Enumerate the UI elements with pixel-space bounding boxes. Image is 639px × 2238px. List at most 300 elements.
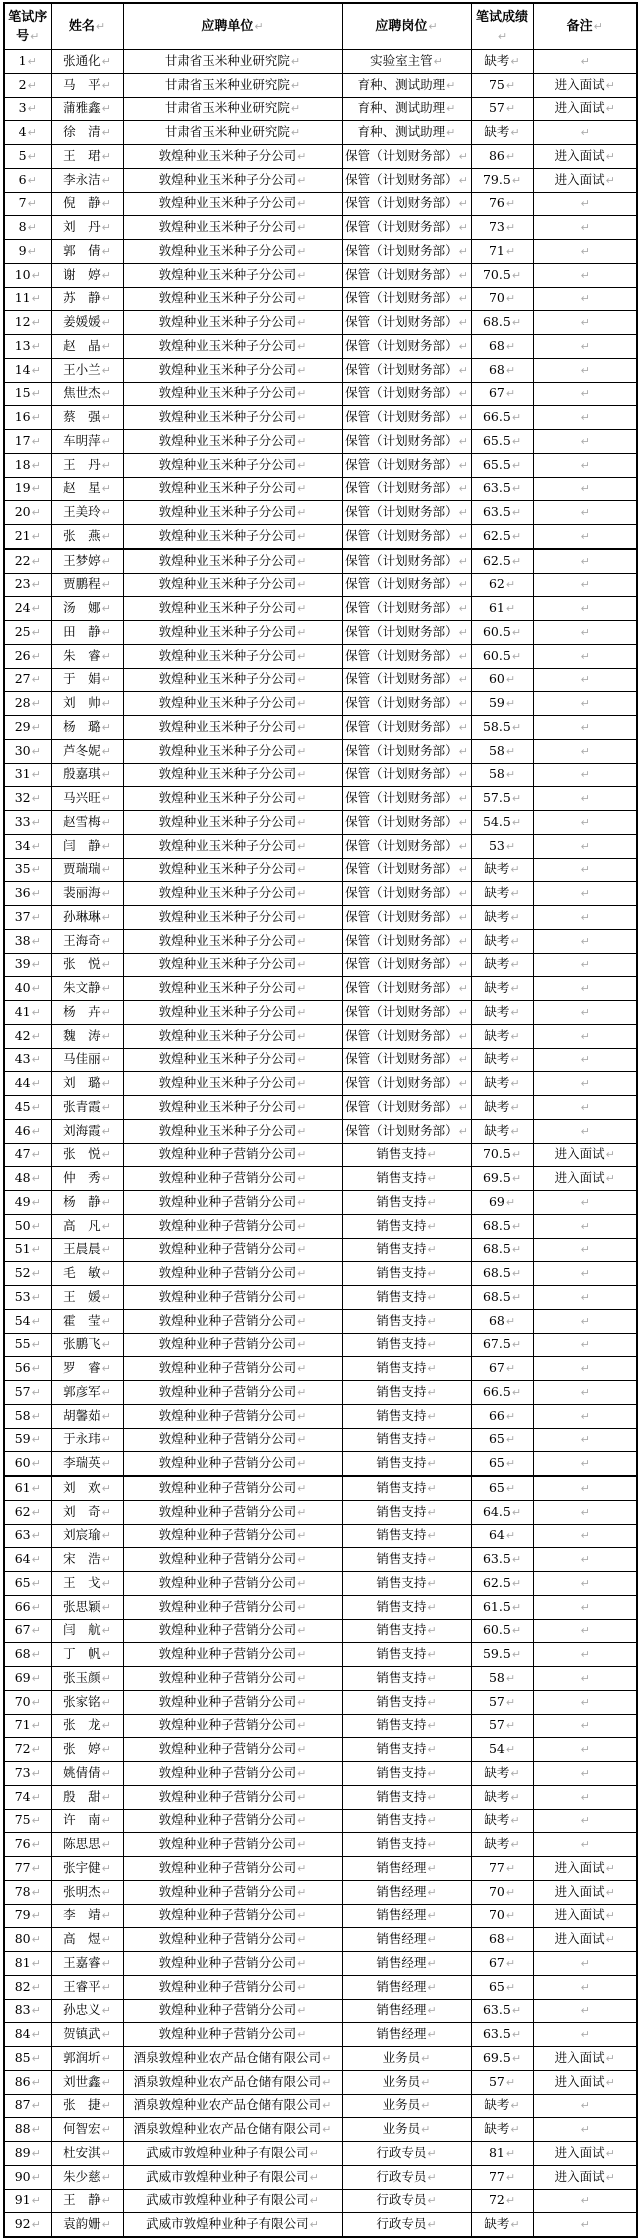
- cell-exam-no-text: 15: [14, 385, 31, 401]
- end-of-cell-mark: ↵: [511, 649, 522, 663]
- end-of-cell-mark: ↵: [580, 1005, 590, 1019]
- cell-score-text: 缺考: [484, 1098, 510, 1114]
- end-of-cell-mark: ↵: [427, 1195, 437, 1209]
- cell-score-text: 69: [488, 1193, 505, 1209]
- end-of-cell-mark: ↵: [510, 1790, 520, 1804]
- end-of-cell-mark: ↵: [31, 2146, 41, 2160]
- cell-name: [51, 621, 123, 645]
- cell-unit-text: 敦煌种业种子营销分公司: [158, 1312, 297, 1328]
- cell-name: [51, 2023, 123, 2047]
- cell-exam-no: [4, 1024, 51, 1048]
- end-of-cell-mark: ↵: [101, 173, 111, 187]
- cell-score: [471, 1975, 533, 1999]
- end-of-cell-mark: ↵: [580, 934, 590, 948]
- cell-remark: [533, 525, 637, 549]
- end-of-cell-mark: ↵: [580, 2004, 590, 2018]
- cell-unit: [123, 1452, 342, 1476]
- end-of-cell-mark: ↵: [446, 126, 456, 140]
- cell-exam-no-text: 23: [14, 576, 31, 592]
- cell-position: [342, 97, 471, 121]
- cell-unit: [123, 430, 342, 454]
- end-of-cell-mark: ↵: [458, 1077, 468, 1091]
- end-of-cell-mark: ↵: [458, 649, 468, 663]
- end-of-cell-mark: ↵: [511, 792, 522, 806]
- cell-remark: [533, 2047, 637, 2071]
- cell-exam-no: [4, 739, 51, 763]
- cell-unit: [123, 382, 342, 406]
- header-position-label: 应聘岗位: [375, 19, 428, 34]
- cell-position: [342, 1667, 471, 1691]
- end-of-cell-mark: ↵: [101, 149, 111, 163]
- cell-exam-no: [4, 1619, 51, 1643]
- end-of-cell-mark: ↵: [31, 1505, 41, 1519]
- cell-remark: [533, 763, 637, 787]
- cell-name: [51, 1880, 123, 1904]
- table-row: [4, 882, 637, 906]
- end-of-cell-mark: ↵: [511, 1553, 522, 1567]
- cell-exam-no-text: 71: [14, 1717, 31, 1733]
- cell-score-text: 68: [488, 1931, 505, 1947]
- end-of-cell-mark: ↵: [31, 2075, 41, 2089]
- end-of-cell-mark: ↵: [31, 792, 41, 806]
- cell-remark: [533, 597, 637, 621]
- cell-name-text: 毛 敏: [63, 1265, 101, 1281]
- cell-remark: [533, 549, 637, 573]
- cell-unit: [123, 453, 342, 477]
- cell-unit: [123, 501, 342, 525]
- cell-unit: [123, 1714, 342, 1738]
- cell-unit: [123, 2070, 342, 2094]
- cell-position-text: 实验室主管: [370, 52, 433, 68]
- cell-unit: [123, 2213, 342, 2237]
- cell-position: [342, 1476, 471, 1500]
- end-of-cell-mark: ↵: [297, 1385, 307, 1399]
- cell-name-text: 王 珺: [63, 147, 101, 163]
- end-of-cell-mark: ↵: [31, 1838, 41, 1852]
- cell-unit-text: 敦煌种业玉米种子分公司: [158, 861, 297, 877]
- cell-name: [51, 692, 123, 716]
- cell-score-text: 61: [488, 600, 505, 616]
- cell-name-text: 蔡 强: [63, 409, 101, 425]
- end-of-cell-mark: ↵: [511, 1505, 522, 1519]
- table-row: [4, 1809, 637, 1833]
- cell-score: [471, 263, 533, 287]
- end-of-cell-mark: ↵: [580, 1338, 590, 1352]
- cell-position: [342, 1690, 471, 1714]
- cell-position: [342, 1595, 471, 1619]
- cell-unit: [123, 787, 342, 811]
- cell-remark: [533, 811, 637, 835]
- end-of-cell-mark: ↵: [101, 411, 111, 425]
- cell-unit-text: 敦煌种业种子营销分公司: [158, 1360, 297, 1376]
- cell-position: [342, 1643, 471, 1667]
- end-of-cell-mark: ↵: [505, 1885, 516, 1899]
- cell-unit: [123, 1809, 342, 1833]
- cell-name: [51, 216, 123, 240]
- cell-unit-text: 敦煌种业玉米种子分公司: [158, 1075, 297, 1091]
- end-of-cell-mark: ↵: [511, 482, 522, 496]
- end-of-cell-mark: ↵: [31, 1290, 41, 1304]
- cell-remark: [533, 2142, 637, 2166]
- header-exam-no: [4, 3, 51, 50]
- cell-score-text: 66: [488, 1407, 505, 1423]
- end-of-cell-mark: ↵: [510, 1005, 520, 1019]
- end-of-cell-mark: ↵: [297, 768, 307, 782]
- cell-position: [342, 1904, 471, 1928]
- cell-position-text: 保管（计划财务部）: [345, 600, 458, 616]
- cell-name-text: 苏 静: [63, 290, 101, 306]
- cell-score: [471, 2047, 533, 2071]
- cell-name-text: 马佳丽: [63, 1051, 101, 1067]
- end-of-cell-mark: ↵: [297, 578, 307, 592]
- cell-unit: [123, 2189, 342, 2213]
- end-of-cell-mark: ↵: [297, 1980, 307, 1994]
- cell-score-text: 70: [488, 1907, 505, 1923]
- cell-unit: [123, 1333, 342, 1357]
- table-row: [4, 50, 637, 74]
- end-of-cell-mark: ↵: [31, 1029, 41, 1043]
- cell-unit-text: 敦煌种业种子营销分公司: [158, 1407, 297, 1423]
- cell-unit: [123, 811, 342, 835]
- end-of-cell-mark: ↵: [505, 673, 516, 687]
- table-row: [4, 240, 637, 264]
- cell-position: [342, 834, 471, 858]
- end-of-cell-mark: ↵: [297, 482, 307, 496]
- end-of-cell-mark: ↵: [297, 363, 307, 377]
- end-of-cell-mark: ↵: [31, 1980, 41, 1994]
- cell-remark: [533, 1809, 637, 1833]
- end-of-cell-mark: ↵: [505, 149, 516, 163]
- end-of-cell-mark: ↵: [101, 1409, 111, 1423]
- cell-name: [51, 501, 123, 525]
- cell-unit-text: 敦煌种业玉米种子分公司: [158, 718, 297, 734]
- cell-name: [51, 1904, 123, 1928]
- end-of-cell-mark: ↵: [297, 887, 307, 901]
- cell-position-text: 业务员: [382, 2073, 421, 2089]
- end-of-cell-mark: ↵: [101, 602, 111, 616]
- cell-unit-text: 敦煌种业玉米种子分公司: [158, 766, 297, 782]
- end-of-cell-mark: ↵: [27, 197, 37, 211]
- cell-position-text: 销售支持: [376, 1812, 427, 1828]
- cell-score-text: 58: [488, 742, 505, 758]
- cell-score: [471, 858, 533, 882]
- cell-name-text: 陈思思: [63, 1836, 101, 1852]
- cell-name: [51, 811, 123, 835]
- table-row: [4, 573, 637, 597]
- end-of-cell-mark: ↵: [30, 29, 40, 43]
- cell-exam-no-text: 46: [14, 1122, 31, 1138]
- end-of-cell-mark: ↵: [511, 529, 522, 543]
- cell-exam-no-text: 76: [14, 1836, 31, 1852]
- end-of-cell-mark: ↵: [297, 1409, 307, 1423]
- table-row: [4, 2070, 637, 2094]
- end-of-cell-mark: ↵: [101, 2028, 111, 2042]
- cell-name: [51, 1096, 123, 1120]
- end-of-cell-mark: ↵: [580, 1362, 590, 1376]
- end-of-cell-mark: ↵: [297, 292, 307, 306]
- cell-position-text: 销售经理: [376, 2002, 427, 2018]
- cell-name: [51, 192, 123, 216]
- cell-exam-no-text: 88: [14, 2121, 31, 2137]
- cell-score: [471, 1286, 533, 1310]
- cell-position-text: 销售支持: [376, 1788, 427, 1804]
- cell-unit-text: 武威市敦煌种业种子有限公司: [146, 2192, 309, 2208]
- cell-score-text: 60.5: [482, 647, 511, 663]
- cell-score-text: 59.5: [482, 1646, 511, 1662]
- cell-position: [342, 1024, 471, 1048]
- cell-exam-no: [4, 453, 51, 477]
- cell-remark: [533, 1048, 637, 1072]
- end-of-cell-mark: ↵: [31, 2170, 41, 2184]
- table-row: [4, 716, 637, 740]
- cell-name: [51, 2165, 123, 2189]
- end-of-cell-mark: ↵: [511, 1624, 522, 1638]
- cell-name: [51, 453, 123, 477]
- cell-name-text: 霍 莹: [63, 1312, 101, 1328]
- cell-score: [471, 1809, 533, 1833]
- cell-score-text: 54: [488, 1741, 505, 1757]
- cell-name: [51, 929, 123, 953]
- cell-unit: [123, 1833, 342, 1857]
- cell-position: [342, 1619, 471, 1643]
- cell-exam-no: [4, 1548, 51, 1572]
- cell-exam-no-text: 91: [14, 2192, 31, 2208]
- end-of-cell-mark: ↵: [297, 316, 307, 330]
- cell-name: [51, 1928, 123, 1952]
- cell-name: [51, 1833, 123, 1857]
- end-of-cell-mark: ↵: [605, 2170, 615, 2184]
- cell-unit: [123, 882, 342, 906]
- end-of-cell-mark: ↵: [511, 2004, 522, 2018]
- cell-exam-no-text: 81: [14, 1954, 31, 1970]
- cell-unit: [123, 597, 342, 621]
- cell-remark: [533, 2118, 637, 2142]
- cell-unit: [123, 1524, 342, 1548]
- end-of-cell-mark: ↵: [297, 1648, 307, 1662]
- cell-unit-text: 敦煌种业种子营销分公司: [158, 1170, 297, 1186]
- cell-unit-text: 敦煌种业玉米种子分公司: [158, 908, 297, 924]
- end-of-cell-mark: ↵: [511, 316, 522, 330]
- cell-score-text: 66.5: [482, 409, 511, 425]
- cell-remark: [533, 382, 637, 406]
- cell-position: [342, 263, 471, 287]
- cell-score: [471, 1857, 533, 1881]
- table-header: [4, 3, 637, 50]
- cell-exam-no-text: 78: [14, 1883, 31, 1899]
- end-of-cell-mark: ↵: [101, 1980, 111, 1994]
- cell-position-text: 销售支持: [376, 1407, 427, 1423]
- cell-exam-no: [4, 644, 51, 668]
- cell-exam-no-text: 20: [14, 504, 31, 520]
- cell-exam-no: [4, 121, 51, 145]
- header-unit: [123, 3, 342, 50]
- end-of-cell-mark: ↵: [297, 387, 307, 401]
- cell-remark: [533, 1500, 637, 1524]
- cell-exam-no-text: 50: [14, 1217, 31, 1233]
- cell-position: [342, 145, 471, 169]
- cell-score-text: 缺考: [484, 861, 510, 877]
- end-of-cell-mark: ↵: [101, 1648, 111, 1662]
- cell-remark: [533, 1143, 637, 1167]
- cell-position-text: 保管（计划财务部）: [345, 695, 458, 711]
- cell-exam-no-text: 12: [14, 314, 31, 330]
- cell-name: [51, 73, 123, 97]
- end-of-cell-mark: ↵: [297, 1600, 307, 1614]
- end-of-cell-mark: ↵: [505, 1433, 516, 1447]
- cell-unit-text: 敦煌种业玉米种子分公司: [158, 1051, 297, 1067]
- cell-position-text: 销售经理: [376, 1859, 427, 1875]
- cell-remark: [533, 1833, 637, 1857]
- cell-score-text: 64.5: [482, 1503, 511, 1519]
- cell-name-text: 张 悦: [63, 956, 101, 972]
- cell-position: [342, 597, 471, 621]
- cell-name-text: 田 静: [63, 623, 101, 639]
- cell-exam-no-text: 24: [14, 600, 31, 616]
- cell-position-text: 销售经理: [376, 1907, 427, 1923]
- cell-exam-no: [4, 573, 51, 597]
- cell-exam-no-text: 18: [14, 456, 31, 472]
- cell-unit: [123, 1119, 342, 1143]
- cell-name-text: 杨 静: [63, 1193, 101, 1209]
- end-of-cell-mark: ↵: [580, 910, 590, 924]
- cell-remark: [533, 1975, 637, 1999]
- cell-score-text: 65.5: [482, 432, 511, 448]
- end-of-cell-mark: ↵: [580, 1195, 590, 1209]
- cell-position-text: 行政专员: [376, 2192, 427, 2208]
- cell-name-text: 于 娟: [63, 671, 101, 687]
- cell-remark: [533, 2023, 637, 2047]
- cell-remark: [533, 1643, 637, 1667]
- table-row: [4, 382, 637, 406]
- cell-position: [342, 1738, 471, 1762]
- end-of-cell-mark: ↵: [309, 2194, 319, 2208]
- cell-exam-no: [4, 1119, 51, 1143]
- table-row: [4, 501, 637, 525]
- cell-score: [471, 168, 533, 192]
- end-of-cell-mark: ↵: [421, 2075, 431, 2089]
- end-of-cell-mark: ↵: [309, 2218, 319, 2232]
- cell-exam-no-text: 77: [14, 1859, 31, 1875]
- cell-position: [342, 192, 471, 216]
- cell-position-text: 保管（计划财务部）: [345, 266, 458, 282]
- cell-position-text: 育种、测试助理: [357, 100, 446, 116]
- cell-name: [51, 2189, 123, 2213]
- table-row: [4, 2094, 637, 2118]
- cell-score-text: 76: [488, 195, 505, 211]
- cell-exam-no-text: 66: [14, 1598, 31, 1614]
- cell-name: [51, 1690, 123, 1714]
- end-of-cell-mark: ↵: [427, 1790, 437, 1804]
- cell-position-text: 保管（计划财务部）: [345, 1075, 458, 1091]
- end-of-cell-mark: ↵: [510, 2218, 520, 2232]
- cell-name: [51, 549, 123, 573]
- cell-score-text: 61.5: [482, 1598, 511, 1614]
- table-row: [4, 97, 637, 121]
- cell-position-text: 育种、测试助理: [357, 124, 446, 140]
- cell-position-text: 保管（计划财务部）: [345, 527, 458, 543]
- end-of-cell-mark: ↵: [101, 1148, 111, 1162]
- end-of-cell-mark: ↵: [297, 839, 307, 853]
- cell-position-text: 保管（计划财务部）: [345, 314, 458, 330]
- end-of-cell-mark: ↵: [31, 1362, 41, 1376]
- end-of-cell-mark: ↵: [31, 1100, 41, 1114]
- end-of-cell-mark: ↵: [31, 602, 41, 616]
- end-of-cell-mark: ↵: [297, 934, 307, 948]
- cell-unit-text: 武威市敦煌种业种子有限公司: [146, 2168, 309, 2184]
- cell-exam-no-text: 27: [14, 671, 31, 687]
- cell-exam-no-text: 31: [14, 766, 31, 782]
- cell-exam-no: [4, 1143, 51, 1167]
- cell-name: [51, 858, 123, 882]
- cell-score: [471, 2142, 533, 2166]
- cell-exam-no-text: 40: [14, 980, 31, 996]
- cell-exam-no-text: 79: [14, 1907, 31, 1923]
- cell-remark: [533, 1667, 637, 1691]
- end-of-cell-mark: ↵: [580, 578, 590, 592]
- cell-score-text: 64: [488, 1527, 505, 1543]
- end-of-cell-mark: ↵: [290, 102, 301, 116]
- cell-unit: [123, 621, 342, 645]
- cell-unit: [123, 358, 342, 382]
- cell-unit-text: 敦煌种业玉米种子分公司: [158, 1003, 297, 1019]
- cell-position-text: 保管（计划财务部）: [345, 671, 458, 687]
- table-row: [4, 1048, 637, 1072]
- cell-score-text: 63.5: [482, 1551, 511, 1567]
- end-of-cell-mark: ↵: [580, 506, 590, 520]
- end-of-cell-mark: ↵: [511, 411, 522, 425]
- cell-position-text: 保管（计划财务部）: [345, 861, 458, 877]
- cell-exam-no-text: 51: [14, 1241, 31, 1257]
- cell-score: [471, 573, 533, 597]
- end-of-cell-mark: ↵: [511, 554, 522, 568]
- cell-unit: [123, 2118, 342, 2142]
- end-of-cell-mark: ↵: [580, 1624, 590, 1638]
- end-of-cell-mark: ↵: [511, 434, 522, 448]
- cell-score: [471, 430, 533, 454]
- cell-score: [471, 453, 533, 477]
- end-of-cell-mark: ↵: [297, 982, 307, 996]
- end-of-cell-mark: ↵: [101, 1909, 111, 1923]
- table-row: [4, 1619, 637, 1643]
- end-of-cell-mark: ↵: [31, 720, 41, 734]
- end-of-cell-mark: ↵: [297, 1481, 307, 1495]
- cell-exam-no: [4, 406, 51, 430]
- cell-name: [51, 1001, 123, 1025]
- cell-name-text: 许 南: [63, 1812, 101, 1828]
- cell-position: [342, 2023, 471, 2047]
- end-of-cell-mark: ↵: [101, 434, 111, 448]
- end-of-cell-mark: ↵: [101, 458, 111, 472]
- table-row: [4, 811, 637, 835]
- end-of-cell-mark: ↵: [510, 2099, 520, 2113]
- cell-exam-no: [4, 692, 51, 716]
- cell-name: [51, 2047, 123, 2071]
- end-of-cell-mark: ↵: [421, 2099, 431, 2113]
- end-of-cell-mark: ↵: [297, 1909, 307, 1923]
- end-of-cell-mark: ↵: [580, 1290, 590, 1304]
- cell-unit-text: 敦煌种业玉米种子分公司: [158, 195, 297, 211]
- cell-score-text: 65: [488, 1479, 505, 1495]
- end-of-cell-mark: ↵: [580, 1077, 590, 1091]
- cell-remark: [533, 192, 637, 216]
- cell-name-text: 胡馨茹: [63, 1407, 101, 1423]
- cell-position: [342, 1548, 471, 1572]
- cell-name: [51, 1714, 123, 1738]
- cell-unit: [123, 525, 342, 549]
- end-of-cell-mark: ↵: [510, 887, 520, 901]
- cell-score-text: 缺考: [484, 2097, 510, 2113]
- cell-unit-text: 敦煌种业玉米种子分公司: [158, 956, 297, 972]
